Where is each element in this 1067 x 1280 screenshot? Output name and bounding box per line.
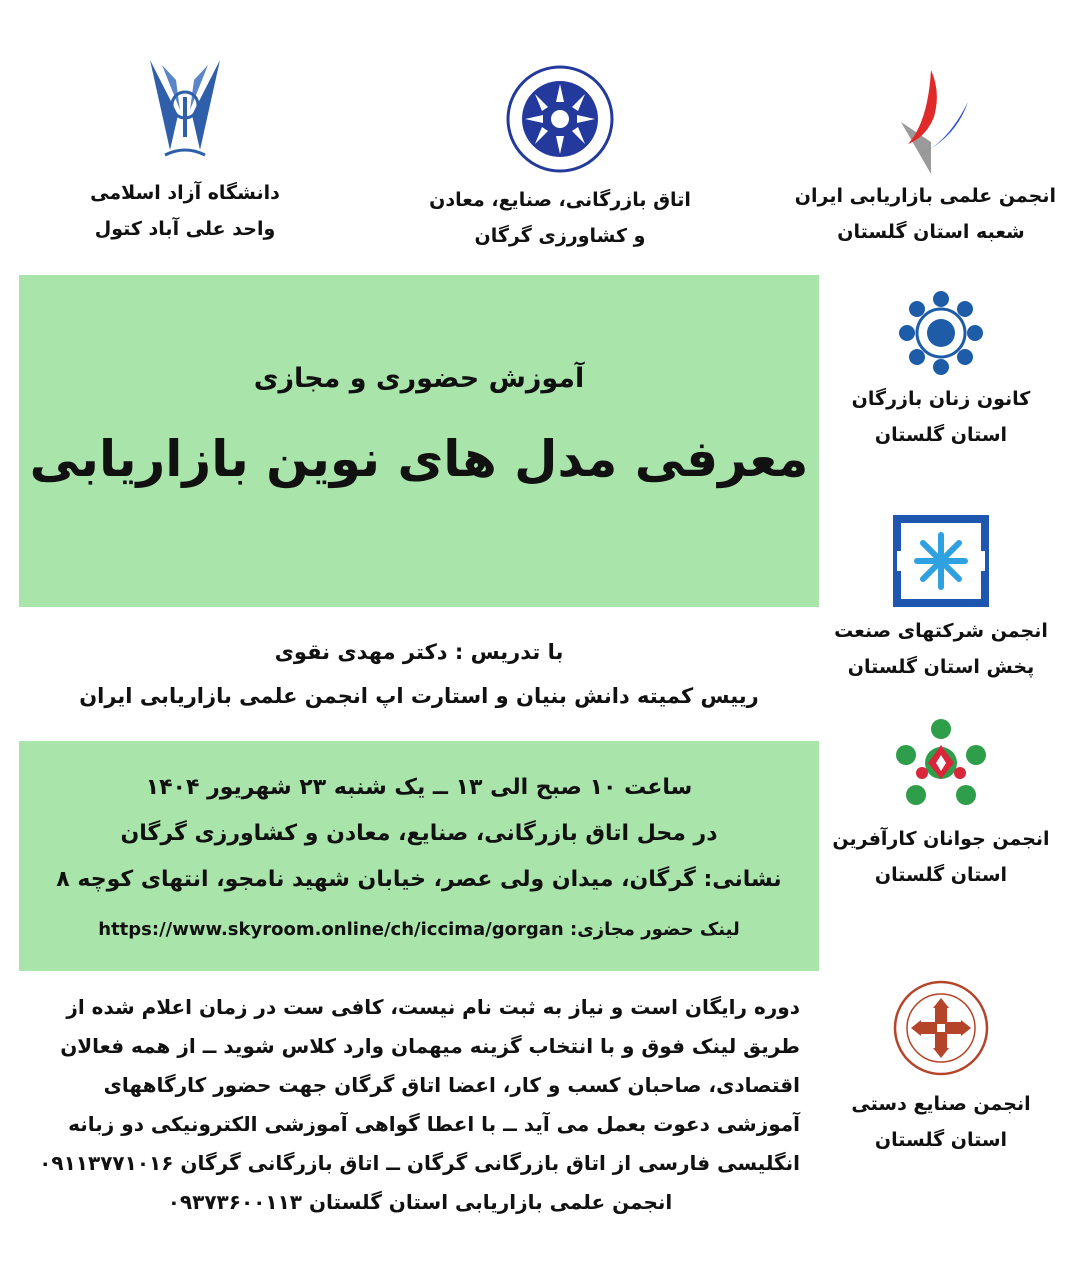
women-business-caption-line2: استان گلستان	[874, 424, 1008, 446]
side-logo-distribution	[826, 515, 1056, 685]
distribution-caption-line1: انجمن شرکتهای صنعت	[834, 620, 1048, 642]
event-time: ساعت ۱۰ صبح الی ۱۳ ــ یک شنبه ۲۳ شهریور ۱۴۰۴	[145, 775, 693, 800]
description-line: اقتصادی، صاحبان کسب و کار، اعضا اتاق گرگان جهت حضور کارگاههای	[103, 1073, 800, 1097]
women-business-caption-line1: کانون زنان بازرگان	[851, 388, 1031, 410]
women-business-logo-icon	[893, 285, 989, 381]
side-logo-handicrafts	[826, 978, 1056, 1158]
chamber-caption-line2: و کشاورزی گرگان	[474, 225, 646, 247]
marketing-association-logo-icon	[886, 62, 976, 174]
distribution-companies-logo-icon	[893, 515, 989, 607]
logo-azad-university	[60, 55, 310, 247]
marketing-caption-line2: شعبه استان گلستان	[837, 221, 1025, 243]
teacher-name: با تدریس : دکتر مهدی نقوی	[274, 640, 564, 664]
virtual-link-row	[19, 919, 819, 940]
marketing-caption-line1: انجمن علمی بازاریابی ایران	[794, 185, 1056, 207]
description-line: انجمن علمی بازاریابی استان گلستان ۰۹۳۷۳۶۰۰۱۱۳	[167, 1190, 673, 1214]
young-entrepreneurs-logo-icon	[886, 715, 996, 811]
young-entrepreneurs-caption-line2: استان گلستان	[874, 864, 1008, 886]
chamber-of-commerce-logo-icon	[502, 62, 618, 176]
distribution-caption-line2: پخش استان گلستان	[847, 656, 1035, 678]
logo-marketing-association	[794, 62, 1056, 250]
side-logo-women-business	[826, 285, 1056, 453]
virtual-link-url[interactable]: https://www.skyroom.online/ch/iccima/gorgan	[98, 919, 564, 940]
title-subheading: آموزش حضوری و مجازی	[253, 363, 585, 394]
title-main-heading: معرفی مدل های نوین بازاریابی	[29, 430, 809, 488]
chamber-caption-line1: اتاق بازرگانی، صنایع، معادن	[429, 189, 691, 211]
azad-university-logo-icon	[140, 55, 230, 175]
teacher-title: رییس کمیته دانش بنیان و استارت اپ انجمن علمی بازاریابی ایران	[79, 684, 759, 708]
young-entrepreneurs-caption-line1: انجمن جوانان کارآفرین	[832, 828, 1050, 850]
description-line: طریق لینک فوق و با انتخاب گزینه میهمان وارد کلاس شوید ــ از همه فعالان	[60, 1034, 800, 1058]
event-address: نشانی: گرگان، میدان ولی عصر، خیابان شهید نامجو، انتهای کوچه ۸	[56, 867, 782, 892]
logo-chamber-of-commerce	[420, 62, 700, 254]
description-line: آموزشی دعوت بعمل می آید ــ با اعطا گواهی آموزشی الکترونیکی دو زبانه	[68, 1112, 800, 1136]
description-line: دوره رایگان است و نیاز به ثبت نام نیست، کافی ست در زمان اعلام شده از	[66, 995, 800, 1019]
virtual-link-label: لینک حضور مجازی:	[570, 919, 740, 940]
handicrafts-caption-line1: انجمن صنایع دستی	[851, 1093, 1031, 1115]
handicrafts-logo-icon	[891, 978, 991, 1078]
azad-caption-line1: دانشگاه آزاد اسلامی	[90, 182, 280, 204]
handicrafts-caption-line2: استان گلستان	[874, 1129, 1008, 1151]
event-place: در محل اتاق بازرگانی، صنایع، معادن و کشاورزی گرگان	[120, 821, 718, 846]
description-line: انگلیسی فارسی از اتاق بازرگانی گرگان ــ اتاق بازرگانی گرگان ۰۹۱۱۳۷۷۱۰۱۶	[39, 1151, 800, 1175]
side-logo-young-entrepreneurs	[826, 715, 1056, 893]
azad-caption-line2: واحد علی آباد کتول	[94, 218, 276, 240]
title-box	[19, 275, 819, 607]
info-box	[19, 741, 819, 971]
